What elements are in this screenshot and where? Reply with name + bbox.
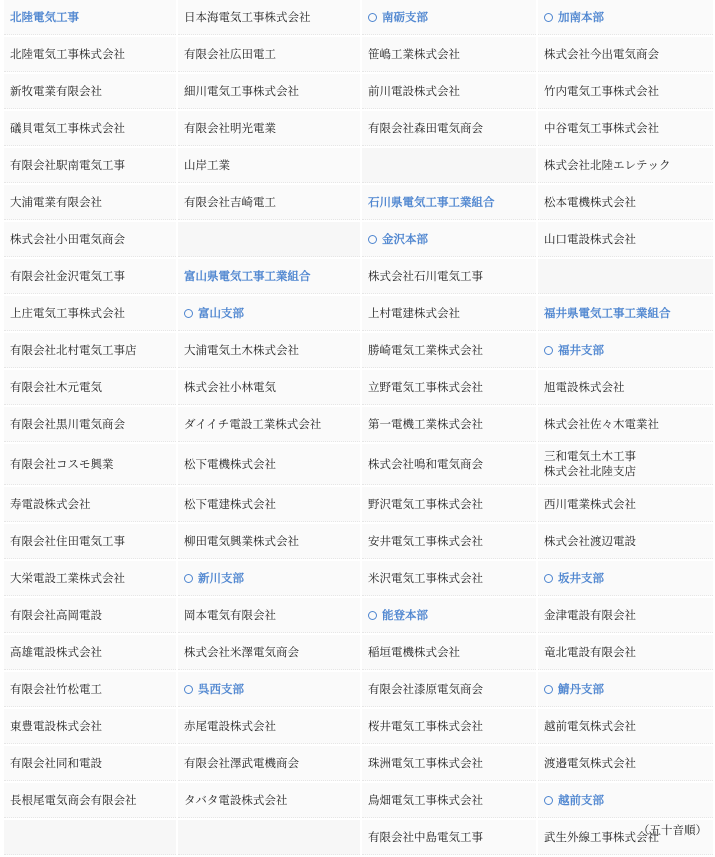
table-row	[4, 0, 713, 35]
company-name: 株式会社今出電気商会	[544, 47, 659, 61]
association-heading-label: 石川県電気工事工業組合	[368, 195, 495, 209]
company-name: 山口電設株式会社	[544, 232, 636, 246]
circle-bullet-icon	[184, 309, 193, 318]
company-cell	[178, 487, 360, 522]
table-row	[4, 333, 713, 368]
company-name: 東豊電設株式会社	[10, 719, 102, 733]
company-name: 中谷電気工事株式会社	[544, 121, 659, 135]
company-cell	[4, 672, 176, 707]
company-name: 北陸電気工事株式会社	[10, 47, 125, 61]
company-cell	[4, 444, 176, 485]
company-name: 松本電機株式会社	[544, 195, 636, 209]
table-row	[4, 259, 713, 294]
company-cell	[4, 148, 176, 183]
company-name: 前川電設株式会社	[368, 84, 460, 98]
company-cell	[538, 487, 713, 522]
branch-heading-label: 加南本部	[558, 10, 604, 24]
company-name: 金津電設有限会社	[544, 608, 636, 622]
company-cell	[362, 444, 536, 485]
company-cell	[538, 111, 713, 146]
company-cell	[362, 635, 536, 670]
company-cell	[178, 37, 360, 72]
company-cell	[538, 524, 713, 559]
company-cell	[362, 820, 536, 855]
circle-bullet-icon	[368, 611, 377, 620]
company-cell	[362, 783, 536, 818]
table-row	[4, 709, 713, 744]
company-cell	[4, 222, 176, 257]
company-cell	[538, 37, 713, 72]
branch-heading-label: 越前支部	[558, 793, 604, 807]
company-name: 稲垣電機株式会社	[368, 645, 460, 659]
company-cell	[362, 296, 536, 331]
branch-heading-label: 呉西支部	[198, 682, 244, 696]
company-cell	[178, 185, 360, 220]
branch-heading	[362, 0, 536, 35]
company-cell	[362, 487, 536, 522]
table-row	[4, 487, 713, 522]
company-cell	[178, 598, 360, 633]
company-cell	[538, 148, 713, 183]
circle-bullet-icon	[544, 796, 553, 805]
company-cell	[178, 524, 360, 559]
association-heading	[362, 185, 536, 220]
circle-bullet-icon	[544, 685, 553, 694]
company-cell	[538, 222, 713, 257]
table-row	[4, 148, 713, 183]
company-name: 大浦電業有限会社	[10, 195, 102, 209]
company-name: タバタ電設株式会社	[184, 793, 288, 807]
company-name: 武生外線工事株式会社	[544, 830, 659, 844]
company-name: 株式会社米澤電気商会	[184, 645, 299, 659]
company-cell	[538, 444, 713, 485]
company-cell	[178, 333, 360, 368]
company-cell	[4, 333, 176, 368]
company-cell	[4, 296, 176, 331]
company-name: 細川電気工事株式会社	[184, 84, 299, 98]
company-cell	[4, 370, 176, 405]
association-heading	[538, 296, 713, 331]
company-cell	[178, 444, 360, 485]
company-cell	[178, 111, 360, 146]
company-cell	[4, 111, 176, 146]
company-name: 株式会社鳴和電気商会	[368, 457, 483, 471]
table-row	[4, 296, 713, 331]
company-name: 立野電気工事株式会社	[368, 380, 483, 394]
company-name: 松下電機株式会社	[184, 457, 276, 471]
company-name: 有限会社金沢電気工事	[10, 269, 125, 283]
company-name: 株式会社小田電気商会	[10, 232, 125, 246]
table-row	[4, 444, 713, 485]
company-name: 勝崎電気工業株式会社	[368, 343, 483, 357]
company-cell	[362, 672, 536, 707]
table-row	[4, 74, 713, 109]
company-cell	[4, 487, 176, 522]
company-cell	[362, 746, 536, 781]
branch-heading	[538, 0, 713, 35]
company-cell	[538, 74, 713, 109]
company-name: 鳥畑電気工事株式会社	[368, 793, 483, 807]
table-row	[4, 37, 713, 72]
branch-heading	[538, 561, 713, 596]
company-cell	[538, 370, 713, 405]
company-name: 有限会社森田電気商会	[368, 121, 483, 135]
association-heading-label: 富山県電気工事工業組合	[184, 269, 311, 283]
company-name: 有限会社澤武電機商会	[184, 756, 299, 770]
branch-heading	[362, 222, 536, 257]
sort-order-note: （五十音順）	[638, 823, 707, 837]
branch-heading-label: 新川支部	[198, 571, 244, 585]
company-cell	[362, 111, 536, 146]
association-heading-label: 北陸電気工事	[10, 10, 79, 24]
company-name: 有限会社吉崎電工	[184, 195, 276, 209]
company-name: 竜北電設有限会社	[544, 645, 636, 659]
circle-bullet-icon	[544, 346, 553, 355]
company-name: 竹内電気工事株式会社	[544, 84, 659, 98]
branch-heading	[538, 783, 713, 818]
table-row	[4, 635, 713, 670]
company-name: 渡邉電気株式会社	[544, 756, 636, 770]
company-cell	[538, 709, 713, 744]
table-row	[4, 370, 713, 405]
branch-heading-label: 坂井支部	[558, 571, 604, 585]
company-cell	[4, 635, 176, 670]
company-cell	[178, 746, 360, 781]
company-name: 有限会社住田電気工事	[10, 534, 125, 548]
company-cell	[178, 148, 360, 183]
company-cell	[362, 74, 536, 109]
branch-heading-label: 富山支部	[198, 306, 244, 320]
company-name: 大栄電設工業株式会社	[10, 571, 125, 585]
company-name: 米沢電気工事株式会社	[368, 571, 483, 585]
company-name: 寿電設株式会社	[10, 497, 91, 511]
company-name: 上庄電気工事株式会社	[10, 306, 125, 320]
empty-cell	[178, 222, 360, 257]
company-cell	[178, 635, 360, 670]
branch-heading	[538, 333, 713, 368]
company-cell	[4, 37, 176, 72]
branch-heading	[362, 598, 536, 633]
company-name: 日本海電気工事株式会社	[184, 10, 311, 24]
table-row	[4, 111, 713, 146]
company-cell	[362, 524, 536, 559]
company-name: 安井電気工事株式会社	[368, 534, 483, 548]
branch-heading-label: 鯖丹支部	[558, 682, 604, 696]
circle-bullet-icon	[368, 13, 377, 22]
circle-bullet-icon	[368, 235, 377, 244]
company-name: 有限会社黒川電気商会	[10, 417, 125, 431]
company-cell	[178, 783, 360, 818]
company-cell	[538, 598, 713, 633]
company-cell	[4, 561, 176, 596]
company-cell	[4, 407, 176, 442]
circle-bullet-icon	[184, 574, 193, 583]
circle-bullet-icon	[184, 685, 193, 694]
company-name: 株式会社北陸エレテック	[544, 158, 671, 172]
company-name: 株式会社石川電気工事	[368, 269, 483, 283]
company-name: 上村電建株式会社	[368, 306, 460, 320]
company-name: 株式会社佐々木電業社	[544, 417, 659, 431]
company-name: 有限会社北村電気工事店	[10, 343, 137, 357]
company-cell	[4, 783, 176, 818]
company-name: 有限会社コスモ興業	[10, 457, 114, 471]
company-cell	[178, 709, 360, 744]
company-cell	[362, 561, 536, 596]
association-heading-label: 福井県電気工事工業組合	[544, 306, 671, 320]
company-name: 西川電業株式会社	[544, 497, 636, 511]
company-name: 旭電設株式会社	[544, 380, 625, 394]
company-cell	[4, 746, 176, 781]
company-name: 長根尾電気商会有限会社	[10, 793, 137, 807]
company-name: 高雄電設株式会社	[10, 645, 102, 659]
branch-heading	[538, 672, 713, 707]
company-cell	[178, 370, 360, 405]
company-cell	[4, 709, 176, 744]
table-row	[4, 672, 713, 707]
company-name: 有限会社中島電気工事	[368, 830, 483, 844]
branch-heading-label: 能登本部	[382, 608, 428, 622]
company-cell	[362, 37, 536, 72]
company-name: 笹嶋工業株式会社	[368, 47, 460, 61]
company-cell	[538, 407, 713, 442]
member-table-body	[4, 0, 713, 855]
branch-heading-label: 南砺支部	[382, 10, 428, 24]
empty-cell	[4, 820, 176, 855]
table-row	[4, 746, 713, 781]
company-name: 山岸工業	[184, 158, 230, 172]
association-heading	[4, 0, 176, 35]
empty-cell	[178, 820, 360, 855]
company-name: 柳田電気興業株式会社	[184, 534, 299, 548]
table-row	[4, 407, 713, 442]
circle-bullet-icon	[544, 13, 553, 22]
company-cell	[362, 333, 536, 368]
branch-heading-label: 福井支部	[558, 343, 604, 357]
company-name: 大浦電気土木株式会社	[184, 343, 299, 357]
company-name: 有限会社同和電設	[10, 756, 102, 770]
association-heading	[178, 259, 360, 294]
company-name: ダイイチ電設工業株式会社	[184, 417, 322, 431]
empty-cell	[362, 148, 536, 183]
company-name: 桜井電気工事株式会社	[368, 719, 483, 733]
table-row	[4, 524, 713, 559]
branch-heading	[178, 672, 360, 707]
company-name: 株式会社小林電気	[184, 380, 276, 394]
table-row	[4, 820, 713, 855]
company-name: 赤尾電設株式会社	[184, 719, 276, 733]
company-name: 有限会社竹松電工	[10, 682, 102, 696]
company-cell	[178, 74, 360, 109]
circle-bullet-icon	[544, 574, 553, 583]
company-name: 株式会社渡辺電設	[544, 534, 636, 548]
company-name: 松下電建株式会社	[184, 497, 276, 511]
table-row	[4, 783, 713, 818]
company-name: 三和電気土木工事 株式会社北陸支店	[544, 449, 636, 478]
company-cell	[538, 185, 713, 220]
company-cell	[4, 598, 176, 633]
company-cell	[362, 259, 536, 294]
company-cell	[362, 407, 536, 442]
company-name: 珠洲電気工事株式会社	[368, 756, 483, 770]
company-name: 新牧電業有限会社	[10, 84, 102, 98]
company-name: 越前電気株式会社	[544, 719, 636, 733]
company-cell	[178, 407, 360, 442]
company-name: 有限会社明光電業	[184, 121, 276, 135]
table-row	[4, 222, 713, 257]
company-cell	[4, 524, 176, 559]
company-cell	[4, 259, 176, 294]
member-table	[2, 0, 715, 857]
company-name: 有限会社駅南電気工事	[10, 158, 125, 172]
company-cell	[178, 0, 360, 35]
company-cell	[538, 746, 713, 781]
company-name: 有限会社広田電工	[184, 47, 276, 61]
company-name: 野沢電気工事株式会社	[368, 497, 483, 511]
company-name: 岡本電気有限会社	[184, 608, 276, 622]
company-cell	[362, 709, 536, 744]
company-name: 有限会社漆原電気商会	[368, 682, 483, 696]
company-cell	[538, 635, 713, 670]
company-name: 第一電機工業株式会社	[368, 417, 483, 431]
branch-heading-label: 金沢本部	[382, 232, 428, 246]
table-row	[4, 185, 713, 220]
company-name: 有限会社木元電気	[10, 380, 102, 394]
table-row	[4, 598, 713, 633]
company-cell	[4, 74, 176, 109]
company-name: 有限会社高岡電設	[10, 608, 102, 622]
company-name: 礒貝電気工事株式会社	[10, 121, 125, 135]
company-cell	[362, 370, 536, 405]
company-cell	[4, 185, 176, 220]
branch-heading	[178, 561, 360, 596]
table-row	[4, 561, 713, 596]
empty-cell	[538, 259, 713, 294]
branch-heading	[178, 296, 360, 331]
